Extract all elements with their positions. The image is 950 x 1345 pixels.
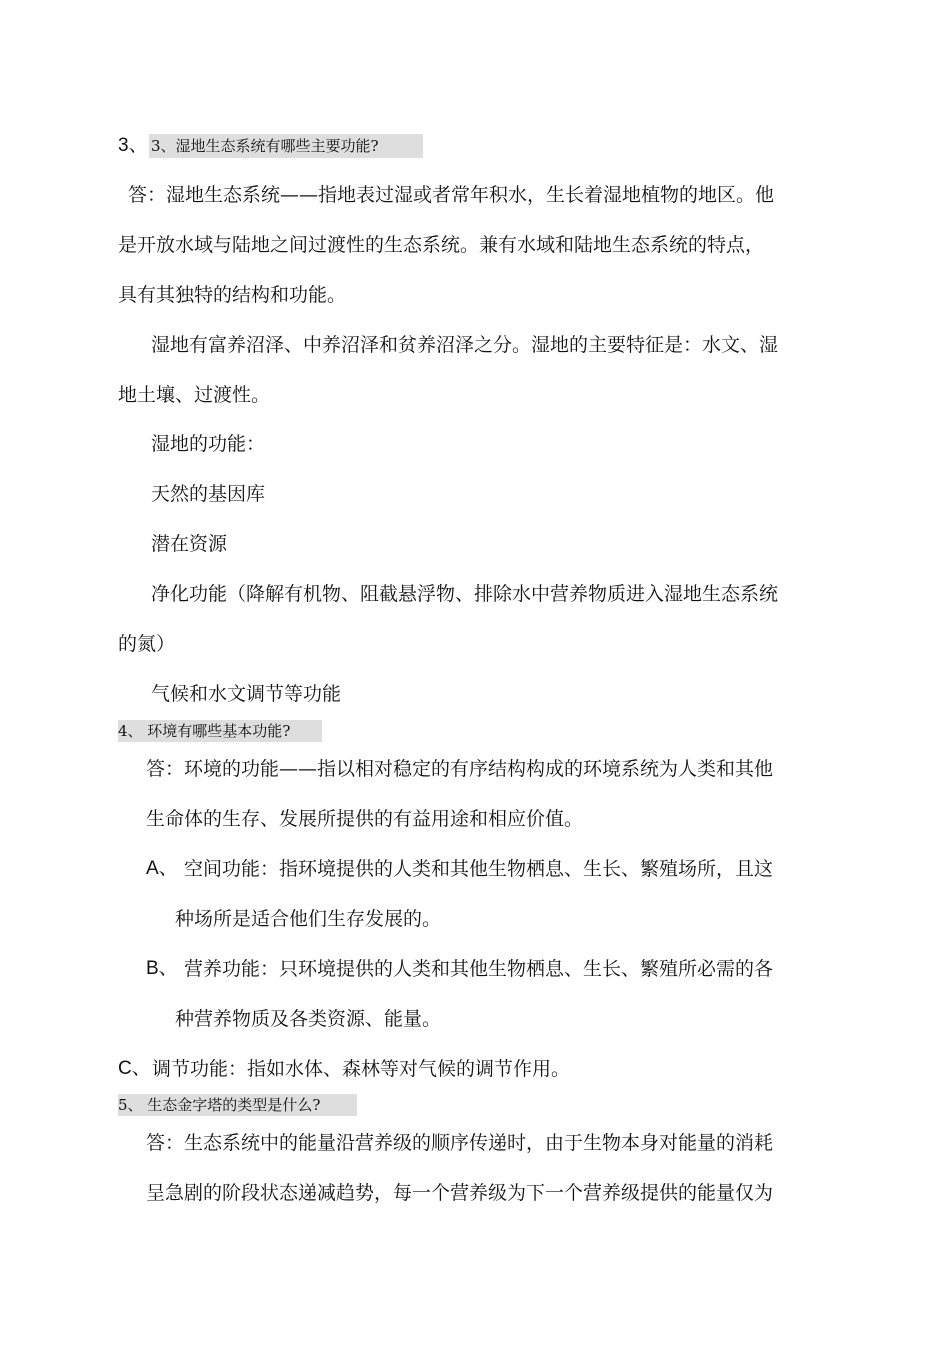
q3-answer-line-3: 具有其独特的结构和功能。 (118, 284, 347, 306)
q4-item-b-marker: B、 (146, 958, 178, 979)
q3-function-purification-line-2: 的氮） (118, 633, 176, 655)
q3-function-gene-bank: 天然的基因库 (151, 483, 266, 505)
question-4-heading: 4、 环境有哪些基本功能? (118, 722, 291, 740)
q4-item-a-line-2: 种场所是适合他们生存发展的。 (175, 908, 442, 930)
q4-item-b-line-2: 种营养物质及各类资源、能量。 (175, 1008, 442, 1030)
q4-answer-line-2: 生命体的生存、发展所提供的有益用途和相应价值。 (146, 808, 584, 830)
q4-item-c-line-1: 调节功能：指如水体、森林等对气候的调节作用。 (152, 1058, 571, 1080)
q3-answer-line-2: 是开放水域与陆地之间过渡性的生态系统。兼有水域和陆地生态系统的特点， (118, 234, 765, 256)
q3-answer-line-1: 答：湿地生态系统——指地表过湿或者常年积水，生长着湿地植物的地区。他 (128, 184, 775, 206)
q3-functions-title: 湿地的功能： (151, 433, 266, 455)
q3-paragraph-2-line-1: 湿地有富养沼泽、中养沼泽和贫养沼泽之分。湿地的主要特征是：水文、湿 (151, 334, 779, 356)
q5-answer-line-2: 呈急剧的阶段状态递减趋势，每一个营养级为下一个营养级提供的能量仅为 (146, 1182, 774, 1204)
q3-function-climate: 气候和水文调节等功能 (151, 683, 342, 705)
question-3-number: 3、 (118, 135, 148, 156)
q4-item-b-line-1: 营养功能：只环境提供的人类和其他生物栖息、生长、繁殖所必需的各 (184, 958, 774, 980)
q4-item-a-line-1: 空间功能：指环境提供的人类和其他生物栖息、生长、繁殖场所，且这 (184, 858, 774, 880)
question-3-heading: 3、湿地生态系统有哪些主要功能? (151, 137, 379, 155)
q3-function-resources: 潜在资源 (151, 533, 228, 555)
question-5-heading: 5、 生态金字塔的类型是什么? (118, 1096, 321, 1114)
q4-answer-line-1: 答：环境的功能——指以相对稳定的有序结构构成的环境系统为人类和其他 (146, 758, 774, 780)
q3-paragraph-2-line-2: 地土壤、过渡性。 (118, 384, 271, 406)
q5-answer-line-1: 答：生态系统中的能量沿营养级的顺序传递时，由于生物本身对能量的消耗 (146, 1132, 774, 1154)
q4-item-a-marker: A、 (146, 858, 178, 879)
q3-function-purification-line-1: 净化功能（降解有机物、阻截悬浮物、排除水中营养物质进入湿地生态系统 (151, 583, 779, 605)
q4-item-c-marker: C、 (118, 1058, 151, 1079)
